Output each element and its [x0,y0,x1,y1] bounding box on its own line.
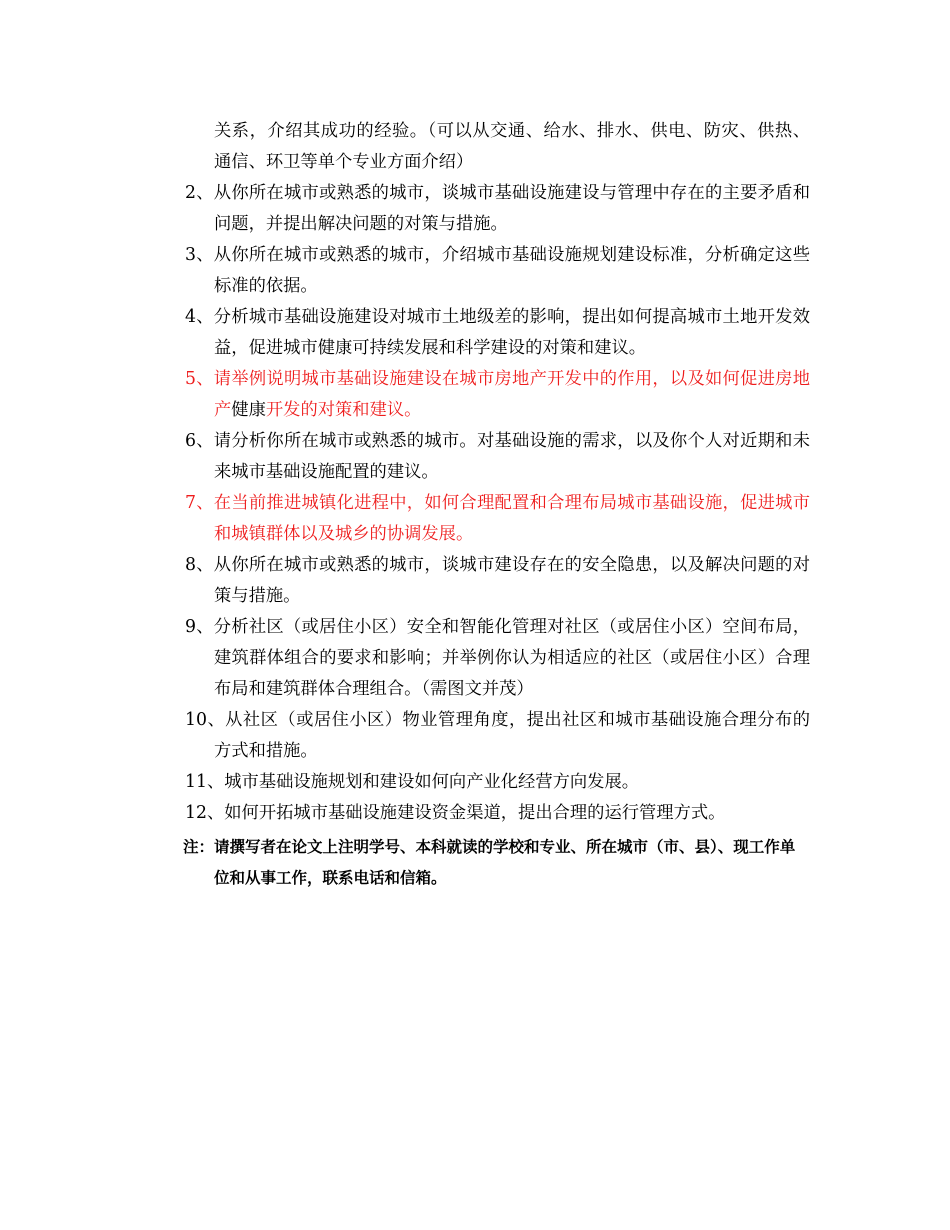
list-item-4: 4、分析城市基础设施建设对城市土地级差的影响，提出如何提高城市土地开发效益，促进城市健康可持续发展和科学建设的对策和建议。 [185,307,810,358]
list-item-5 [178,364,810,426]
continuation-paragraph: 关系，介绍其成功的经验。（可以从交通、给水、排水、供电、防灾、供热、通信、环卫等单个专业方面介绍） [214,121,810,172]
list-item-5-highlight-b: 开发的对策和建议。 [265,400,422,420]
list-item-5-highlight-a: 5、请举例说明城市基础设施建设在城市房地产开发中的作用，以及如何促进房地产 [185,369,810,420]
list-item-3: 3、从你所在城市或熟悉的城市，介绍城市基础设施规划建设标准，分析确定这些标准的依据。 [185,245,810,296]
list-item-7: 7、在当前推进城镇化进程中，如何合理配置和合理布局城市基础设施，促进城市和城镇群体以及城乡的协调发展。 [185,493,810,544]
list-item-11: 11、城市基础设施规划和建设如何向产业化经营方向发展。 [185,772,640,792]
list-item-9: 9、分析社区（或居住小区）安全和智能化管理对社区（或居住小区）空间布局，建筑群体组合的要求和影响；并举例你认为相适应的社区（或居住小区）合理布局和建筑群体合理组合。（需图文并茂） [185,617,810,699]
list-item-8: 8、从你所在城市或熟悉的城市，谈城市建设存在的安全隐患，以及解决问题的对策与措施。 [185,555,810,606]
author-note: 注：请撰写者在论文上注明学号、本科就读的学校和专业、所在城市（市、县）、现工作单位和从事工作，联系电话和信箱。 [183,837,796,887]
list-item-10: 10、从社区（或居住小区）物业管理角度，提出社区和城市基础设施合理分布的方式和措施。 [185,710,810,761]
list-item-6: 6、请分析你所在城市或熟悉的城市。对基础设施的需求，以及你个人对近期和未来城市基础设施配置的建议。 [185,431,810,482]
list-item-12: 12、如何开拓城市基础设施建设资金渠道，提出合理的运行管理方式。 [185,803,726,823]
list-item-2: 2、从你所在城市或熟悉的城市，谈城市基础设施建设与管理中存在的主要矛盾和问题，并提出解决问题的对策与措施。 [185,183,810,234]
document-body [178,116,810,893]
list-item-5-plain: 健康 [231,400,266,420]
